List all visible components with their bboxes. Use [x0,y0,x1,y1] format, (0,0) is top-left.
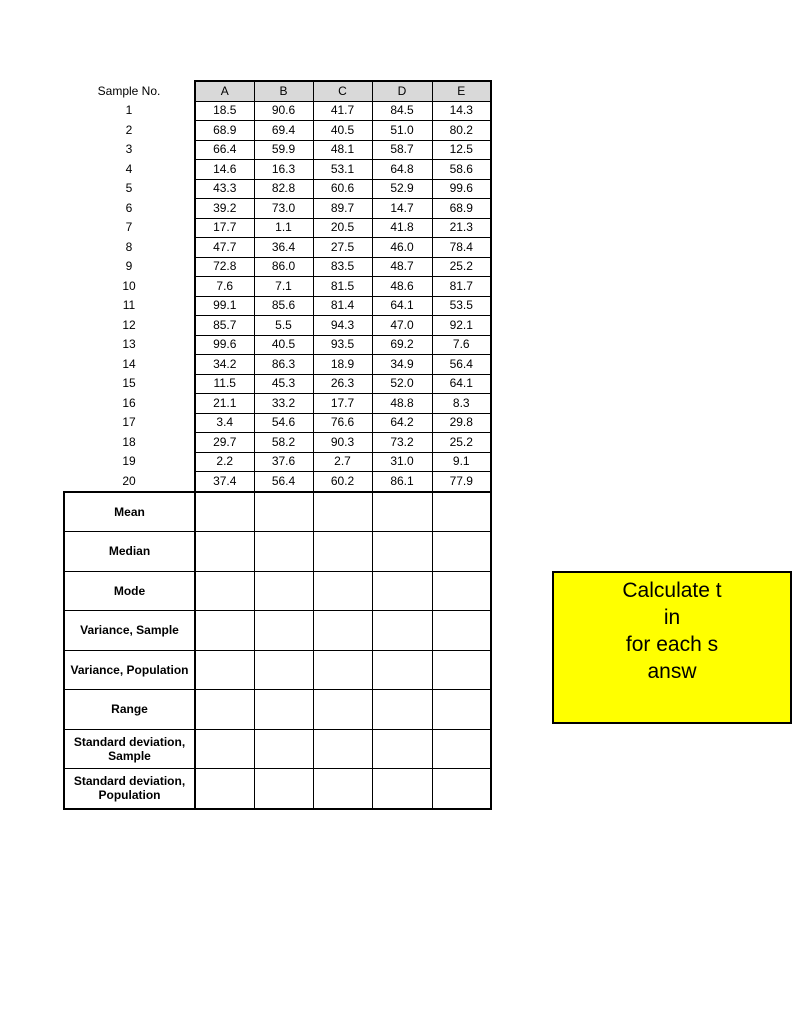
data-cell[interactable]: 3.4 [195,413,254,433]
data-cell[interactable]: 21.3 [432,218,491,238]
data-cell[interactable]: 27.5 [313,238,372,258]
data-cell[interactable]: 53.1 [313,160,372,180]
data-cell[interactable]: 2.7 [313,452,372,472]
data-cell[interactable]: 5.5 [254,316,313,336]
data-cell[interactable]: 83.5 [313,257,372,277]
data-cell[interactable]: 47.0 [372,316,432,336]
data-cell[interactable]: 37.4 [195,472,254,492]
stat-label-line: Standard deviation, [73,774,186,789]
data-cell[interactable]: 82.8 [254,179,313,199]
data-cell[interactable]: 18.5 [195,101,254,121]
data-cell[interactable]: 48.1 [313,140,372,160]
data-cell[interactable]: 86.0 [254,257,313,277]
sample-number: 11 [122,298,136,313]
stat-label-line: Sample [108,748,151,763]
data-cell[interactable]: 76.6 [313,413,372,433]
data-cell[interactable]: 94.3 [313,316,372,336]
data-cell[interactable]: 41.8 [372,218,432,238]
data-cell[interactable]: 26.3 [313,374,372,394]
data-cell[interactable]: 72.8 [195,257,254,277]
data-cell[interactable]: 7.6 [195,277,254,297]
sample-number: 13 [122,337,136,352]
sample-number: 17 [122,415,136,430]
data-cell[interactable]: 86.1 [372,472,432,492]
stat-label: Range [64,690,195,730]
data-cell[interactable]: 64.1 [372,296,432,316]
data-cell[interactable]: 40.5 [254,335,313,355]
data-cell[interactable]: 25.2 [432,257,491,277]
data-cell[interactable]: 53.5 [432,296,491,316]
data-cell[interactable]: 60.6 [313,179,372,199]
sample-number: 9 [125,259,133,274]
data-cell[interactable]: 81.5 [313,277,372,297]
column-header-e[interactable]: E [432,81,491,101]
data-cell[interactable]: 84.5 [372,101,432,121]
data-cell[interactable]: 40.5 [313,121,372,141]
sample-no-header: Sample No. [97,83,161,98]
data-cell[interactable]: 7.6 [432,335,491,355]
note-line: Calculate t [622,579,722,602]
data-cell[interactable]: 90.3 [313,433,372,453]
data-cell[interactable]: 85.7 [195,316,254,336]
data-cell[interactable]: 85.6 [254,296,313,316]
data-cell[interactable]: 20.5 [313,218,372,238]
note-line: for each s [625,633,719,656]
data-cell[interactable]: 52.0 [372,374,432,394]
data-cell[interactable]: 7.1 [254,277,313,297]
data-cell[interactable]: 29.8 [432,413,491,433]
sample-number: 20 [122,473,136,488]
sample-number: 3 [125,142,133,157]
note-line: in [663,606,681,629]
data-cell[interactable]: 2.2 [195,452,254,472]
data-cell[interactable]: 89.7 [313,199,372,219]
data-cell[interactable]: 14.3 [432,101,491,121]
sample-number: 18 [122,434,136,449]
data-cell[interactable]: 81.7 [432,277,491,297]
data-cell[interactable]: 43.3 [195,179,254,199]
data-cell[interactable]: 45.3 [254,374,313,394]
sample-number: 19 [122,454,136,469]
sample-number: 4 [125,161,133,176]
data-cell[interactable]: 64.1 [432,374,491,394]
sample-number: 1 [125,103,133,118]
data-cell[interactable]: 17.7 [195,218,254,238]
data-cell[interactable]: 99.6 [432,179,491,199]
data-cell[interactable]: 17.7 [313,394,372,414]
data-cell[interactable]: 48.8 [372,394,432,414]
data-cell[interactable]: 64.8 [372,160,432,180]
data-cell[interactable]: 73.0 [254,199,313,219]
column-header-a[interactable]: A [195,81,254,101]
sample-number: 15 [122,376,136,391]
stat-label: Variance, Population [64,650,195,690]
sample-number: 7 [125,220,133,235]
data-cell[interactable]: 77.9 [432,472,491,492]
data-cell[interactable]: 60.2 [313,472,372,492]
data-cell[interactable]: 34.9 [372,355,432,375]
data-cell[interactable]: 34.2 [195,355,254,375]
data-cell[interactable]: 8.3 [432,394,491,414]
stat-label-line: Standard deviation, [73,734,186,749]
data-cell[interactable]: 25.2 [432,433,491,453]
data-cell[interactable]: 54.6 [254,413,313,433]
data-cell[interactable]: 73.2 [372,433,432,453]
data-cell[interactable]: 18.9 [313,355,372,375]
stat-label: Median [64,532,195,572]
stat-label: Variance, Sample [64,611,195,651]
data-cell[interactable]: 99.6 [195,335,254,355]
data-cell[interactable]: 66.4 [195,140,254,160]
data-cell[interactable]: 92.1 [432,316,491,336]
column-header-d[interactable]: D [372,81,432,101]
data-cell[interactable]: 11.5 [195,374,254,394]
data-cell[interactable]: 59.9 [254,140,313,160]
data-cell[interactable]: 1.1 [254,218,313,238]
sample-number: 16 [122,395,136,410]
data-cell[interactable]: 14.7 [372,199,432,219]
data-cell[interactable]: 51.0 [372,121,432,141]
data-cell[interactable]: 78.4 [432,238,491,258]
data-cell[interactable]: 69.2 [372,335,432,355]
data-cell[interactable]: 46.0 [372,238,432,258]
data-cell[interactable]: 90.6 [254,101,313,121]
data-cell[interactable]: 29.7 [195,433,254,453]
data-cell[interactable]: 58.6 [432,160,491,180]
data-cell[interactable]: 68.9 [432,199,491,219]
sample-number: 8 [125,239,133,254]
data-cell[interactable]: 39.2 [195,199,254,219]
data-cell[interactable]: 36.4 [254,238,313,258]
data-cell[interactable]: 99.1 [195,296,254,316]
sample-number: 10 [122,278,136,293]
sample-number: 14 [122,356,136,371]
data-cell[interactable]: 69.4 [254,121,313,141]
note-line: answ [647,660,697,683]
data-cell[interactable]: 56.4 [432,355,491,375]
instruction-note [552,571,792,724]
data-cell[interactable]: 81.4 [313,296,372,316]
column-header-c[interactable]: C [313,81,372,101]
sample-number: 6 [125,200,133,215]
data-cell[interactable]: 33.2 [254,394,313,414]
sample-number: 12 [122,317,136,332]
data-cell[interactable]: 14.6 [195,160,254,180]
data-cell[interactable]: 16.3 [254,160,313,180]
data-cell[interactable]: 86.3 [254,355,313,375]
data-cell[interactable]: 37.6 [254,452,313,472]
stat-label: Mode [64,571,195,611]
data-cell[interactable]: 56.4 [254,472,313,492]
sample-number: 5 [125,181,133,196]
data-cell[interactable]: 52.9 [372,179,432,199]
sample-number: 2 [125,122,133,137]
stat-label: Mean [64,492,195,532]
data-cell[interactable]: 93.5 [313,335,372,355]
stat-label-line: Population [98,788,161,803]
data-cell[interactable]: 48.6 [372,277,432,297]
data-cell[interactable]: 9.1 [432,452,491,472]
data-cell[interactable]: 21.1 [195,394,254,414]
data-cell[interactable]: 12.5 [432,140,491,160]
column-header-b[interactable]: B [254,81,313,101]
data-cell[interactable]: 80.2 [432,121,491,141]
data-cell[interactable]: 64.2 [372,413,432,433]
data-cell[interactable]: 48.7 [372,257,432,277]
data-cell[interactable]: 31.0 [372,452,432,472]
data-cell[interactable]: 41.7 [313,101,372,121]
data-cell[interactable]: 58.7 [372,140,432,160]
data-cell[interactable]: 58.2 [254,433,313,453]
data-cell[interactable]: 68.9 [195,121,254,141]
data-cell[interactable]: 47.7 [195,238,254,258]
